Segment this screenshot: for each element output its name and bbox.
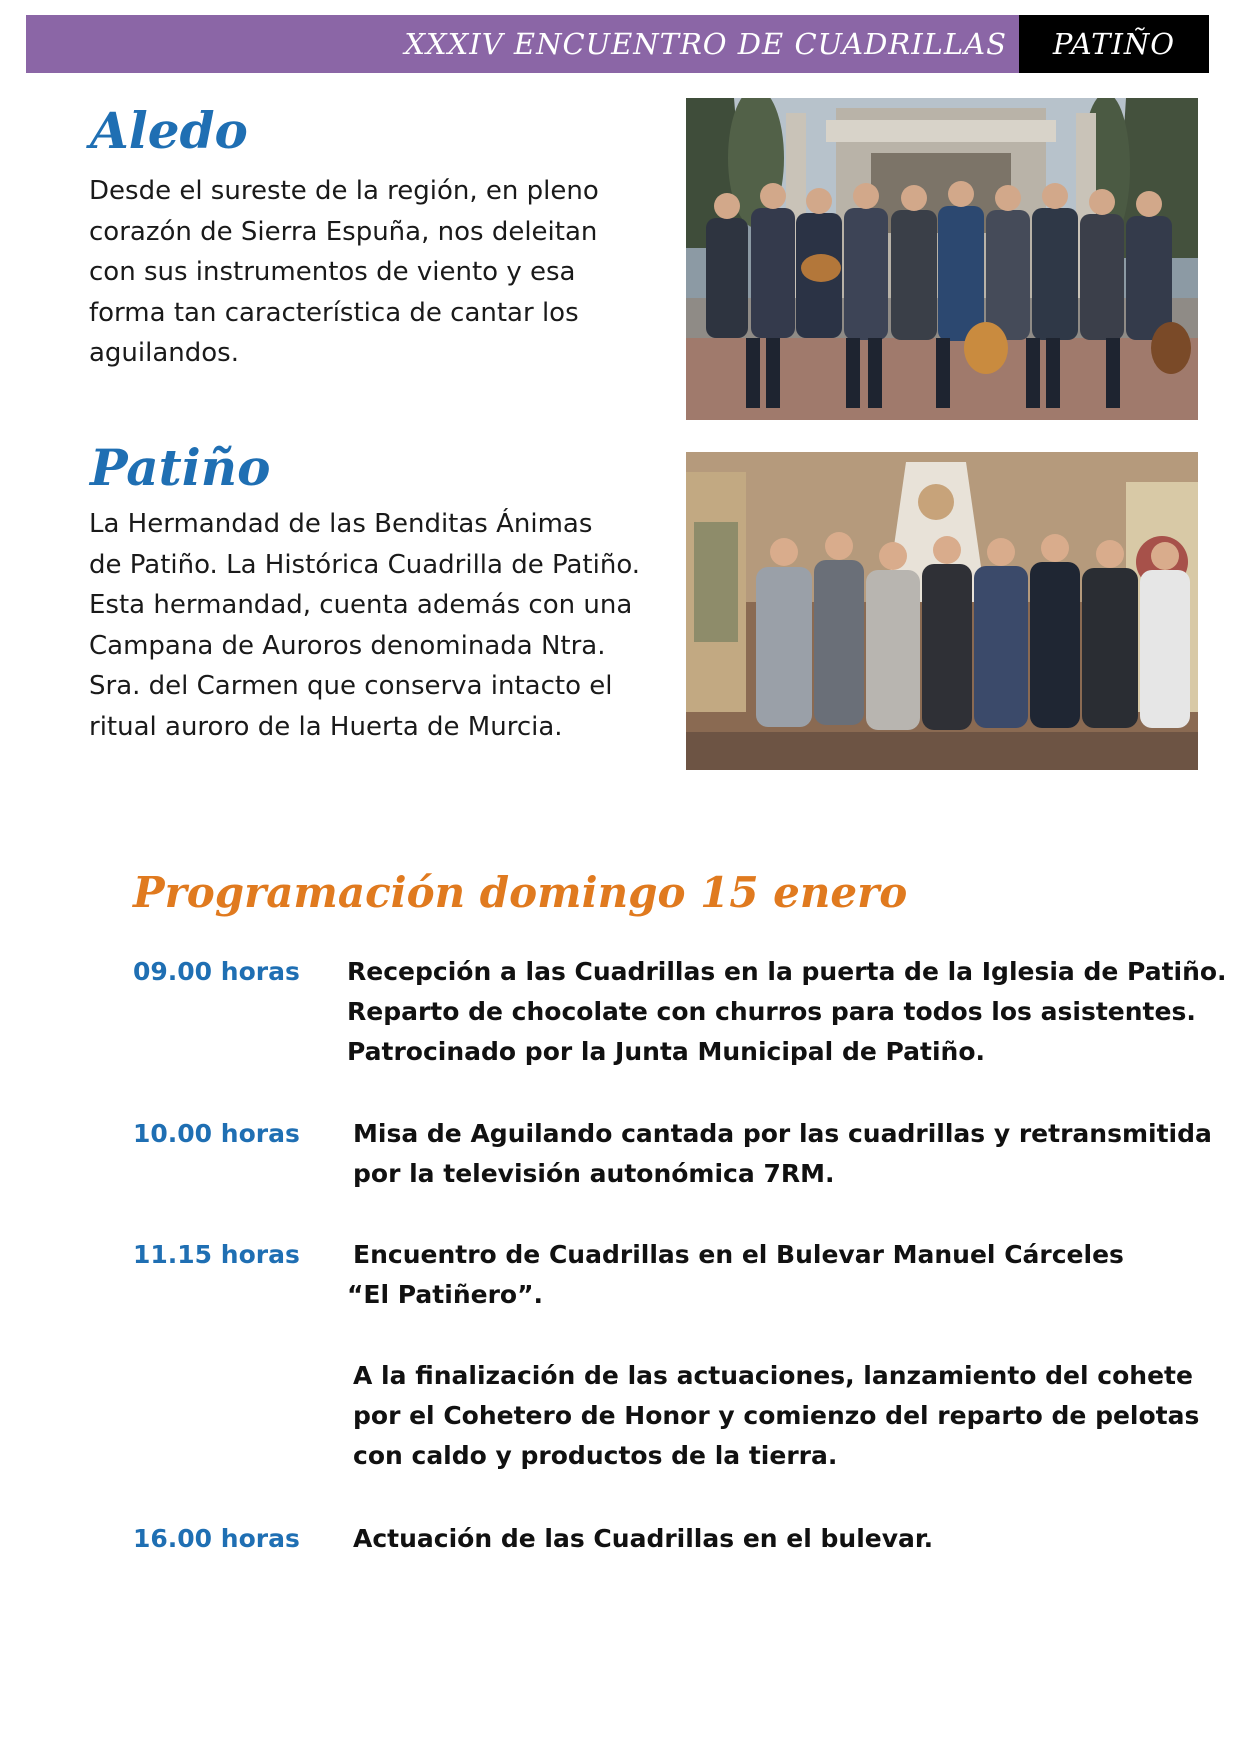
text-line: forma tan característica de cantar los bbox=[89, 297, 579, 328]
schedule-line: A la finalización de las actuaciones, lanzamiento del cohete bbox=[353, 1361, 1193, 1390]
schedule-line: por la televisión autonómica 7RM. bbox=[353, 1159, 835, 1188]
text-line: Desde el sureste de la región, en pleno bbox=[89, 176, 599, 206]
text-line: de Patiño. La Histórica Cuadrilla de Patiño. bbox=[89, 549, 641, 580]
schedule-line: con caldo y productos de la tierra. bbox=[353, 1441, 838, 1470]
section-text-aledo bbox=[89, 171, 669, 374]
schedule-time: 11.15 horas bbox=[133, 1240, 300, 1269]
program-title: Programación domingo 15 enero bbox=[133, 868, 908, 917]
schedule-line: Actuación de las Cuadrillas en el bulevar. bbox=[353, 1524, 934, 1553]
schedule-line: Encuentro de Cuadrillas en el Bulevar Manuel Cárceles bbox=[353, 1240, 1124, 1269]
schedule-line: “El Patiñero”. bbox=[347, 1280, 544, 1309]
text-line: Sra. del Carmen que conserva intacto el bbox=[89, 671, 613, 701]
aledo-group-photo bbox=[686, 98, 1198, 420]
text-line: corazón de Sierra Espuña, nos deleitan bbox=[89, 216, 598, 247]
schedule-time: 10.00 horas bbox=[133, 1119, 300, 1148]
schedule-line: Recepción a las Cuadrillas en la puerta de la Iglesia de Patiño. bbox=[347, 957, 1227, 986]
text-line: aguilandos. bbox=[89, 338, 239, 368]
schedule-line: Patrocinado por la Junta Municipal de Patiño. bbox=[347, 1037, 986, 1066]
header-bar bbox=[26, 15, 1209, 73]
schedule-time: 16.00 horas bbox=[133, 1524, 300, 1553]
schedule-line: por el Cohetero de Honor y comienzo del reparto de pelotas bbox=[353, 1401, 1200, 1430]
schedule-line: Reparto de chocolate con churros para todos los asistentes. bbox=[347, 997, 1196, 1026]
schedule-line: Misa de Aguilando cantada por las cuadrillas y retransmitida bbox=[353, 1119, 1212, 1148]
text-line: La Hermandad de las Benditas Ánimas bbox=[89, 509, 593, 539]
text-line: Campana de Auroros denominada Ntra. bbox=[89, 630, 606, 661]
section-text-patino bbox=[89, 504, 689, 747]
patino-group-photo bbox=[686, 452, 1198, 770]
text-line: Esta hermandad, cuenta además con una bbox=[89, 590, 633, 620]
section-title-patino: Patiño bbox=[90, 438, 271, 497]
section-title-aledo: Aledo bbox=[90, 101, 248, 160]
header-title: XXXIV ENCUENTRO DE CUADRILLAS bbox=[26, 15, 1019, 73]
header-location-tag: PATIÑO bbox=[1019, 15, 1209, 73]
schedule-time: 09.00 horas bbox=[133, 957, 300, 986]
text-line: ritual auroro de la Huerta de Murcia. bbox=[89, 711, 563, 742]
text-line: con sus instrumentos de viento y esa bbox=[89, 257, 576, 287]
